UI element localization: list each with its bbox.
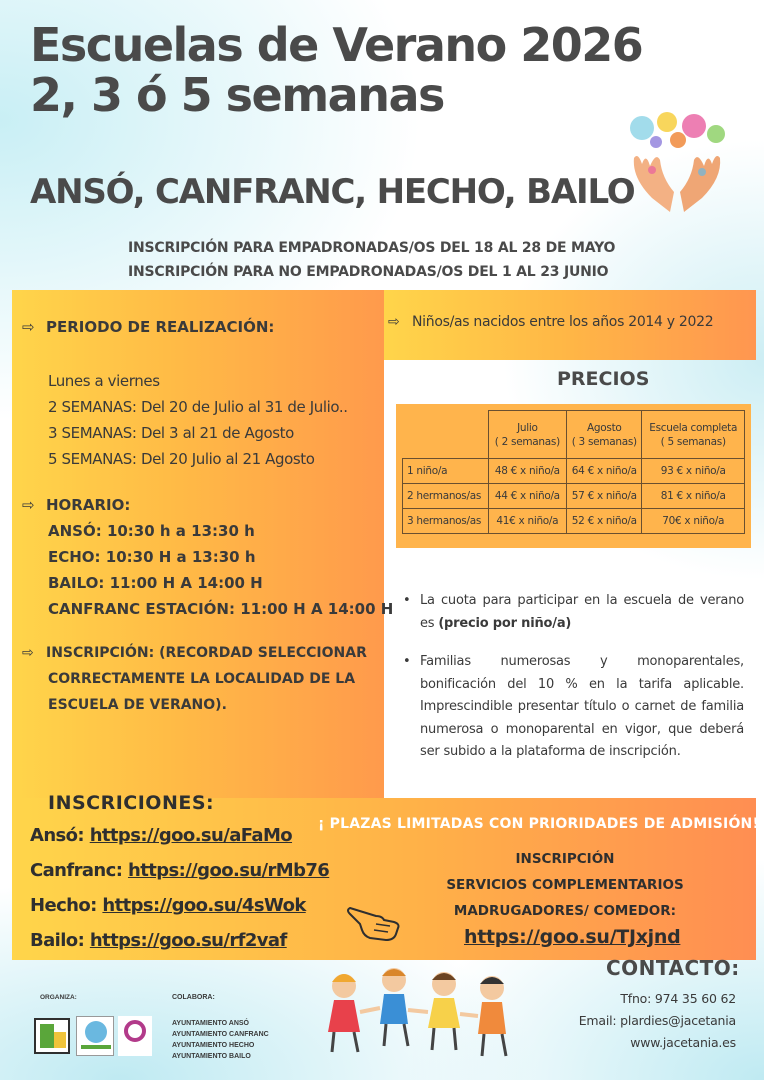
link-row-anso bbox=[30, 818, 329, 853]
cuota-bold: (precio por niño/a) bbox=[438, 615, 572, 631]
servicios-block bbox=[440, 846, 690, 924]
juventud-logo bbox=[76, 1016, 114, 1056]
familias-text: Familias numerosas y monoparentales, bonificación del 10 % en la tarifa aplicable. Imprescindible presentar título o carnet de familia numerosa o monoparental en vigor, que deberá ser subido a la plataforma de inscripción. bbox=[420, 654, 744, 759]
title-line-1: Escuelas de Verano 2026 bbox=[30, 18, 643, 72]
list-item: AYUNTAMIENTO BAILO bbox=[172, 1053, 251, 1060]
igualdad-logo bbox=[118, 1016, 152, 1056]
price-cell: 81 € x niño/a bbox=[642, 484, 745, 509]
contact-email[interactable]: Email: plardies@jacetania bbox=[578, 1013, 736, 1028]
inscription-links bbox=[30, 818, 329, 958]
table-row bbox=[403, 459, 745, 484]
link-town: Bailo: bbox=[30, 930, 85, 951]
servicios-line-1: INSCRIPCIÓN bbox=[515, 851, 615, 867]
notes-list bbox=[400, 590, 744, 780]
towns-heading: ANSÓ, CANFRANC, HECHO, BAILO bbox=[30, 172, 635, 212]
horario-bailo: BAILO: 11:00 H A 14:00 H bbox=[48, 574, 263, 592]
prices-header-completa bbox=[642, 411, 745, 459]
cuota-text: La cuota para participar en la escuela de verano es bbox=[420, 593, 744, 631]
horario-heading-row bbox=[22, 492, 372, 518]
page-title bbox=[30, 20, 670, 120]
periodo-heading-row bbox=[22, 314, 372, 340]
inscripcion-note-row bbox=[22, 640, 372, 666]
price-row-label: 2 hermanos/as bbox=[403, 484, 489, 509]
prices-header-row bbox=[403, 411, 745, 459]
link-row-bailo bbox=[30, 923, 329, 958]
prices-header-completa-l1: Escuela completa bbox=[649, 421, 738, 434]
prices-title: PRECIOS bbox=[557, 368, 650, 390]
hecho-link[interactable]: https://goo.su/4sWok bbox=[102, 895, 306, 916]
price-row-label: 3 hermanos/as bbox=[403, 509, 489, 534]
servicios-link[interactable]: https://goo.su/TJxjnd bbox=[464, 926, 681, 948]
colabora-list bbox=[172, 1018, 269, 1062]
prices-table-box bbox=[396, 404, 751, 548]
prices-header-agosto-l2: ( 3 semanas) bbox=[571, 435, 637, 448]
bailo-link[interactable]: https://goo.su/rf2vaf bbox=[89, 930, 287, 951]
price-cell: 52 € x niño/a bbox=[567, 509, 642, 534]
inscriciones-heading: INSCRICIONES: bbox=[48, 792, 215, 814]
arrow-right-icon: ⇨ bbox=[22, 318, 35, 336]
arrow-right-icon: ⇨ bbox=[22, 496, 35, 514]
prices-header-completa-l2: ( 5 semanas) bbox=[660, 435, 726, 448]
link-row-hecho bbox=[30, 888, 329, 923]
price-cell: 64 € x niño/a bbox=[567, 459, 642, 484]
price-cell: 48 € x niño/a bbox=[488, 459, 567, 484]
list-item: AYUNTAMIENTO CANFRANC bbox=[172, 1031, 269, 1038]
periodo-five-weeks: 5 SEMANAS: Del 20 Julio al 21 Agosto bbox=[48, 450, 315, 468]
periodo-three-weeks: 3 SEMANAS: Del 3 al 21 de Agosto bbox=[48, 424, 294, 442]
prices-header-julio bbox=[488, 411, 567, 459]
prices-header-blank bbox=[403, 411, 489, 459]
list-item: AYUNTAMIENTO ANSÓ bbox=[172, 1020, 250, 1027]
price-cell: 41€ x niño/a bbox=[488, 509, 567, 534]
list-item: AYUNTAMIENTO HECHO bbox=[172, 1042, 255, 1049]
kids-illustration bbox=[314, 962, 534, 1062]
title-line-2: 2, 3 ó 5 semanas bbox=[30, 68, 444, 122]
organiza-label: ORGANIZA: bbox=[40, 994, 77, 1001]
prices-header-agosto bbox=[567, 411, 642, 459]
arrow-right-icon: ⇨ bbox=[388, 314, 400, 330]
contact-web[interactable]: www.jacetania.es bbox=[630, 1035, 736, 1050]
servicios-line-2: SERVICIOS COMPLEMENTARIOS bbox=[446, 877, 684, 893]
periodo-days: Lunes a viernes bbox=[48, 372, 160, 390]
eligibility-text bbox=[388, 314, 713, 330]
link-town: Canfranc: bbox=[30, 860, 123, 881]
periodo-two-weeks: 2 SEMANAS: Del 20 de Julio al 31 de Julio.. bbox=[48, 398, 348, 416]
contact-info bbox=[579, 988, 736, 1054]
prices-table bbox=[402, 410, 745, 534]
inscription-empadronadas: INSCRIPCIÓN PARA EMPADRONADAS/OS DEL 18 AL 28 DE MAYO bbox=[128, 240, 616, 256]
inscripcion-note-line-2: CORRECTAMENTE LA LOCALIDAD DE LA bbox=[48, 671, 356, 687]
jacetania-logo bbox=[34, 1018, 70, 1054]
colabora-label: COLABORA: bbox=[172, 994, 215, 1001]
list-item bbox=[400, 651, 744, 764]
plazas-limitadas: ¡ PLAZAS LIMITADAS CON PRIORIDADES DE ADMISIÓN! bbox=[318, 816, 760, 832]
prices-header-agosto-l1: Agosto bbox=[587, 421, 622, 434]
inscription-dates bbox=[128, 236, 628, 284]
contact-phone: Tfno: 974 35 60 62 bbox=[620, 991, 736, 1006]
contacto-heading: CONTACTO: bbox=[606, 956, 740, 980]
eligibility-label: Niños/as nacidos entre los años 2014 y 2022 bbox=[412, 314, 714, 330]
inscripcion-note-line-1: INSCRIPCIÓN: (RECORDAD SELECCIONAR bbox=[46, 645, 367, 661]
table-row bbox=[403, 509, 745, 534]
prices-header-julio-l1: Julio bbox=[517, 421, 538, 434]
servicios-line-3: MADRUGADORES/ COMEDOR: bbox=[453, 903, 677, 919]
anso-link[interactable]: https://goo.su/aFaMo bbox=[89, 825, 293, 846]
price-row-label: 1 niño/a bbox=[403, 459, 489, 484]
periodo-heading: PERIODO DE REALIZACIÓN: bbox=[46, 318, 275, 336]
pointing-hand-icon bbox=[346, 898, 406, 944]
price-cell: 70€ x niño/a bbox=[642, 509, 745, 534]
price-cell: 44 € x niño/a bbox=[488, 484, 567, 509]
horario-echo: ECHO: 10:30 H a 13:30 h bbox=[48, 548, 256, 566]
prices-header-julio-l2: ( 2 semanas) bbox=[494, 435, 560, 448]
horario-heading: HORARIO: bbox=[46, 496, 131, 514]
inscripcion-note-line-3: ESCUELA DE VERANO). bbox=[48, 697, 227, 713]
info-left-column bbox=[22, 314, 394, 718]
price-cell: 93 € x niño/a bbox=[642, 459, 745, 484]
arrow-right-icon: ⇨ bbox=[22, 645, 34, 661]
table-row bbox=[403, 484, 745, 509]
horario-canfranc: CANFRANC ESTACIÓN: 11:00 H A 14:00 H bbox=[48, 600, 394, 618]
inscription-no-empadronadas: INSCRIPCIÓN PARA NO EMPADRONADAS/OS DEL 1 AL 23 JUNIO bbox=[128, 264, 609, 280]
canfranc-link[interactable]: https://goo.su/rMb76 bbox=[127, 860, 330, 881]
price-cell: 57 € x niño/a bbox=[567, 484, 642, 509]
horario-anso: ANSÓ: 10:30 h a 13:30 h bbox=[48, 522, 255, 540]
link-town: Hecho: bbox=[30, 895, 97, 916]
link-town: Ansó: bbox=[30, 825, 85, 846]
link-row-canfranc bbox=[30, 853, 329, 888]
list-item bbox=[400, 590, 744, 635]
